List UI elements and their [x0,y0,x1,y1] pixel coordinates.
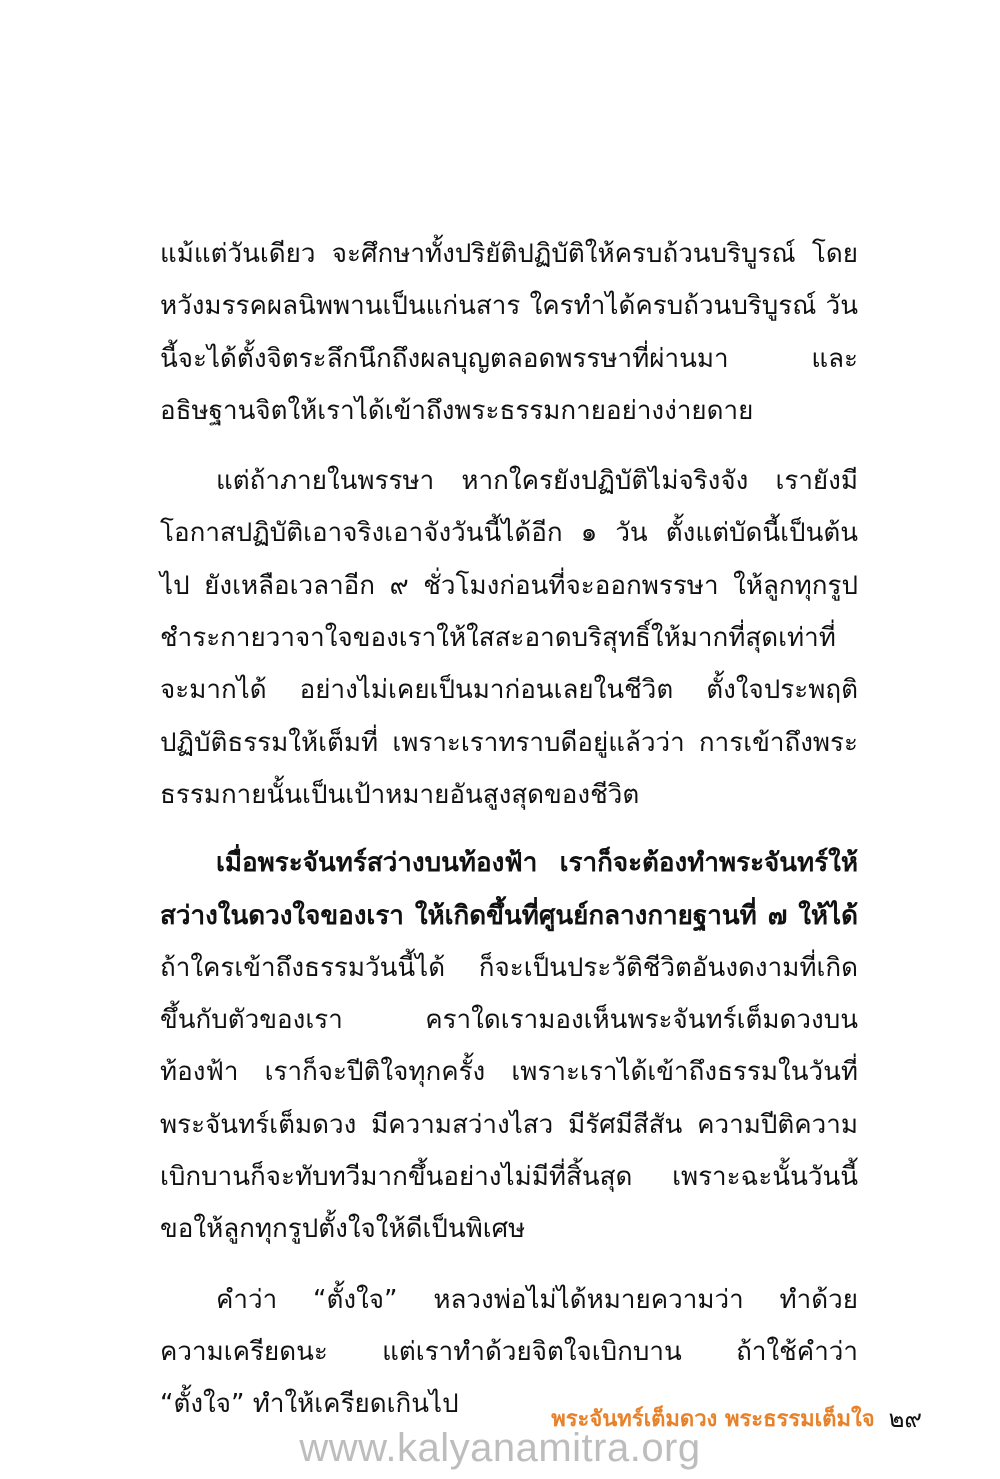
watermark-url: www.kalyanamitra.org [299,1426,701,1470]
paragraph-3-text: ถ้าใครเข้าถึงธรรมวันนี้ได้ ก็จะเป็นประวัติชีวิตอันงดงามที่เกิดขึ้นกับตัวของเรา คราใดเรามองเห็นพระจันทร์เต็มดวงบนท้องฟ้า เราก็จะปีติใจทุกครั้ง เพราะเราได้เข้าถึงธรรมในวันที่พระจันทร์เต็มดวง มีความสว่างไสว มีรัศมีสีสัน ความปีติความเบิกบานก็จะทับทวีมากขึ้นอย่างไม่มีที่สิ้นสุด เพราะฉะนั้นวันนี้ขอให้ลูกทุกรูปตั้งใจให้ดีเป็นพิเศษ [160,952,858,1245]
paragraph-4: คำว่า “ตั้งใจ” หลวงพ่อไม่ได้หมายความว่า ทำด้วยความเครียดนะ แต่เราทำด้วยจิตใจเบิกบาน ถ้าใช้คำว่า “ตั้งใจ” ทำให้เครียดเกินไป [160,1284,858,1420]
page-body [160,228,858,1431]
page-number: ๒๙ [888,1404,922,1433]
footer-book-title: พระจันทร์เต็มดวง พระธรรมเต็มใจ [551,1406,875,1432]
paragraph-1: แม้แต่วันเดียว จะศึกษาทั้งปริยัติปฏิบัติให้ครบถ้วนบริบูรณ์ โดยหวังมรรคผลนิพพานเป็นแก่นสาร ใครทำได้ครบถ้วนบริบูรณ์ วันนี้จะได้ตั้งจิตระลึกนึกถึงผลบุญตลอดพรรษาที่ผ่านมา และอธิษฐานจิตให้เราได้เข้าถึงพระธรรมกายอย่างง่ายดาย [160,239,858,426]
paragraph-2: แต่ถ้าภายในพรรษา หากใครยังปฏิบัติไม่จริงจัง เรายังมีโอกาสปฏิบัติเอาจริงเอาจังวันนี้ได้อีก ๑ วัน ตั้งแต่บัดนี้เป็นต้นไป ยังเหลือเวลาอีก ๙ ชั่วโมงก่อนที่จะออกพรรษา ให้ลูกทุกรูปชำระกายวาจาใจของเราให้ใสสะอาดบริสุทธิ์ให้มากที่สุดเท่าที่จะมากได้ อย่างไม่เคยเป็นมาก่อนเลยในชีวิต ตั้งใจประพฤติปฏิบัติธรรมให้เต็มที่ เพราะเราทราบดีอยู่แล้วว่า การเข้าถึงพระธรรมกายนั้นเป็นเป้าหมายอันสูงสุดของชีวิต [160,466,858,810]
paragraph-3 [160,837,858,1255]
paragraph-3-bold-lead: เมื่อพระจันทร์สว่างบนท้องฟ้า เราก็จะต้องทำพระจันทร์ให้สว่างในดวงใจของเรา ให้เกิดขึ้นที่ศูนย์กลางกายฐานที่ ๗ ให้ได้ [160,848,858,931]
